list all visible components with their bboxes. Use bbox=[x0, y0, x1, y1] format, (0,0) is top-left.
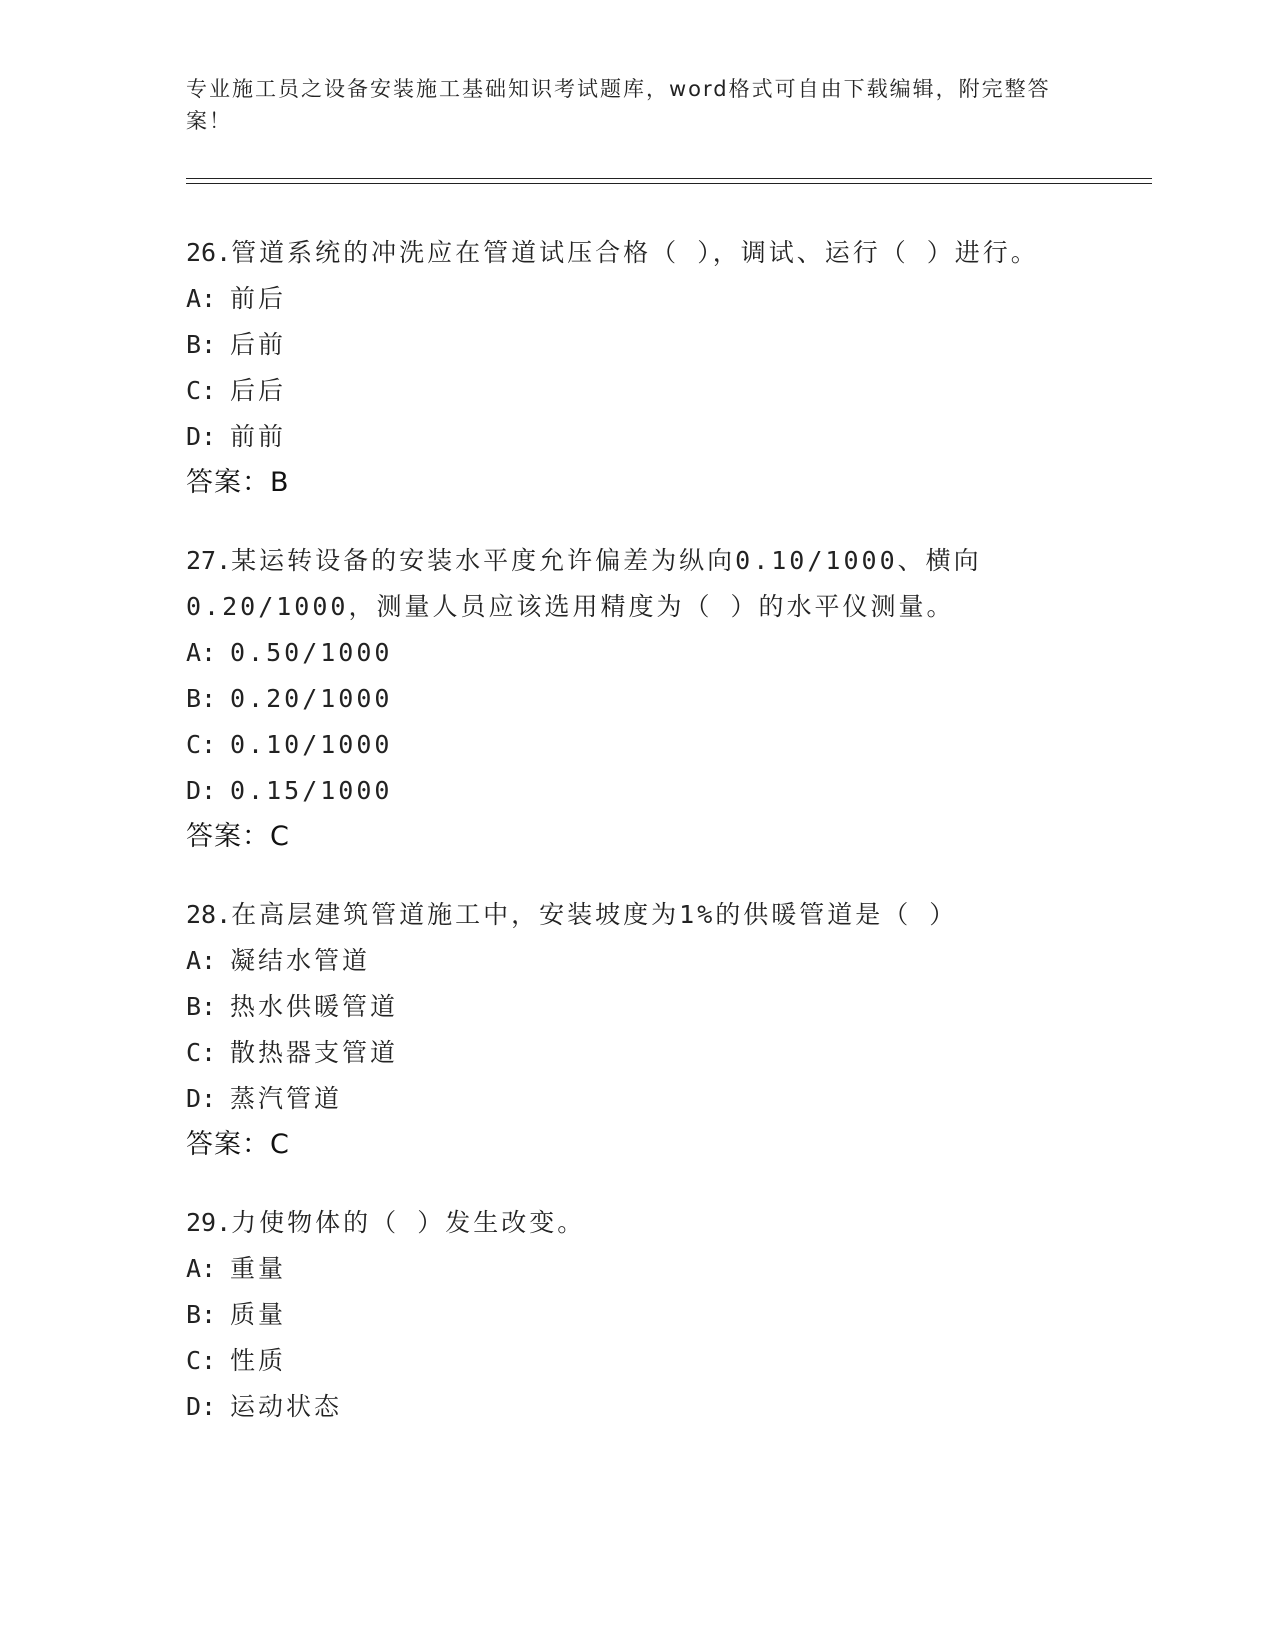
option-key: D: bbox=[186, 1392, 217, 1421]
option-key: B: bbox=[186, 992, 217, 1021]
option-text: 后前 bbox=[230, 330, 287, 359]
question-number: 29. bbox=[186, 1208, 232, 1237]
option-a bbox=[186, 276, 1116, 322]
option-key: D: bbox=[186, 422, 217, 451]
option-text: 前前 bbox=[230, 422, 287, 451]
option-key: C: bbox=[186, 1038, 217, 1067]
option-key: A: bbox=[186, 946, 217, 975]
option-d bbox=[186, 768, 1116, 814]
question-number: 26. bbox=[186, 238, 232, 267]
option-key: A: bbox=[186, 284, 217, 313]
option-key: D: bbox=[186, 1084, 217, 1113]
option-b bbox=[186, 322, 1116, 368]
option-key: B: bbox=[186, 330, 217, 359]
option-key: A: bbox=[186, 1254, 217, 1283]
header-divider-top bbox=[186, 178, 1152, 179]
option-text: 0.10/1000 bbox=[230, 730, 393, 759]
option-c bbox=[186, 1030, 1116, 1076]
option-text: 后后 bbox=[230, 376, 287, 405]
question-text: 力使物体的（ ）发生改变。 bbox=[231, 1208, 586, 1237]
option-d bbox=[186, 414, 1116, 460]
answer-line: 答案：B bbox=[186, 467, 290, 498]
option-a bbox=[186, 1246, 1116, 1292]
question-28 bbox=[186, 892, 1116, 1168]
question-29 bbox=[186, 1200, 1116, 1430]
document-header bbox=[186, 73, 1086, 137]
option-text: 蒸汽管道 bbox=[230, 1084, 343, 1113]
option-key: C: bbox=[186, 376, 217, 405]
header-intro-text: 专业施工员之设备安装施工基础知识考试题库，word格式可自由下载编辑，附完整答案！ bbox=[186, 77, 1051, 133]
option-text: 0.50/1000 bbox=[230, 638, 393, 667]
option-text: 运动状态 bbox=[230, 1392, 343, 1421]
option-c bbox=[186, 1338, 1116, 1384]
question-number: 27. bbox=[186, 546, 232, 575]
option-key: B: bbox=[186, 684, 217, 713]
answer-line: 答案：C bbox=[186, 1129, 290, 1160]
question-stem bbox=[186, 230, 1116, 276]
option-b bbox=[186, 984, 1116, 1030]
question-stem bbox=[186, 538, 1116, 630]
question-text: 某运转设备的安装水平度允许偏差为纵向0.10/1000、横向0.20/1000，测量人员应该选用精度为（ ）的水平仪测量。 bbox=[186, 546, 982, 621]
option-key: C: bbox=[186, 1346, 217, 1375]
option-text: 质量 bbox=[230, 1300, 287, 1329]
option-c bbox=[186, 722, 1116, 768]
header-divider-bottom bbox=[186, 183, 1152, 184]
option-key: C: bbox=[186, 730, 217, 759]
option-c bbox=[186, 368, 1116, 414]
option-a bbox=[186, 938, 1116, 984]
option-text: 热水供暖管道 bbox=[230, 992, 399, 1021]
option-d bbox=[186, 1076, 1116, 1122]
option-b bbox=[186, 676, 1116, 722]
option-key: A: bbox=[186, 638, 217, 667]
option-text: 凝结水管道 bbox=[230, 946, 371, 975]
option-key: D: bbox=[186, 776, 217, 805]
question-text: 管道系统的冲洗应在管道试压合格（ ），调试、运行（ ）进行。 bbox=[231, 238, 1039, 267]
question-list bbox=[186, 230, 1116, 1462]
option-text: 前后 bbox=[230, 284, 287, 313]
question-text: 在高层建筑管道施工中，安装坡度为1%的供暖管道是（ ） bbox=[231, 900, 958, 929]
answer-line: 答案：C bbox=[186, 821, 290, 852]
option-text: 性质 bbox=[230, 1346, 287, 1375]
option-a bbox=[186, 630, 1116, 676]
option-text: 散热器支管道 bbox=[230, 1038, 399, 1067]
option-text: 重量 bbox=[230, 1254, 287, 1283]
question-27 bbox=[186, 538, 1116, 860]
option-b bbox=[186, 1292, 1116, 1338]
option-d bbox=[186, 1384, 1116, 1430]
option-text: 0.15/1000 bbox=[230, 776, 393, 805]
question-stem bbox=[186, 892, 1116, 938]
question-26 bbox=[186, 230, 1116, 506]
option-key: B: bbox=[186, 1300, 217, 1329]
option-text: 0.20/1000 bbox=[230, 684, 393, 713]
question-stem bbox=[186, 1200, 1116, 1246]
question-number: 28. bbox=[186, 900, 232, 929]
